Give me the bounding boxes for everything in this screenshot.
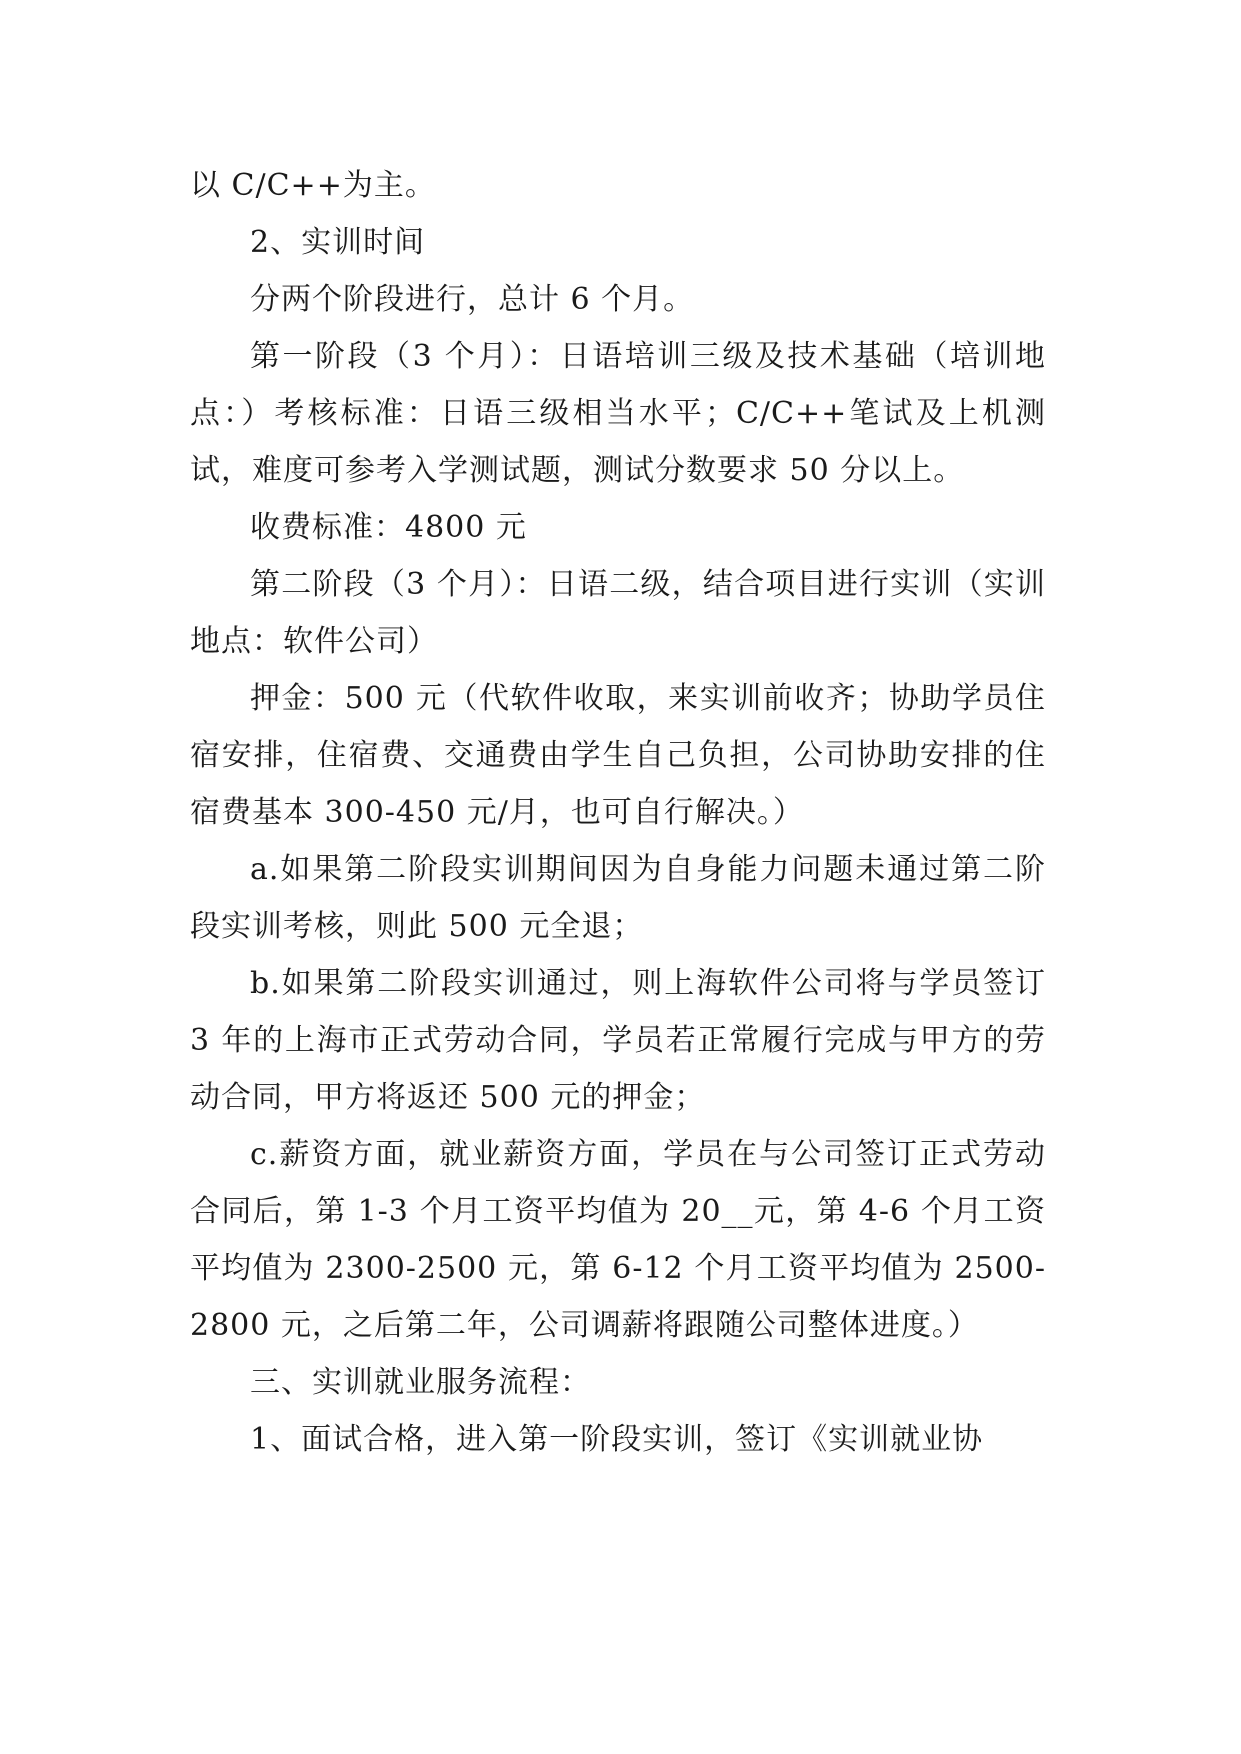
paragraph: 收费标准：4800 元 [250, 510, 527, 545]
document-body [190, 157, 1046, 1468]
paragraph: 以 C/C++为主。 [190, 168, 436, 203]
section-heading: 三、实训就业服务流程： [250, 1365, 591, 1400]
paragraph: 1、面试合格，进入第一阶段实训，签订《实训就业协 [250, 1422, 984, 1457]
list-item: c.薪资方面，就业薪资方面，学员在与公司签订正式劳动合同后，第 1-3 个月工资平均值为 20__元，第 4-6 个月工资平均值为 2300-2500 元，第 6-12 个月工资平均值为 2500-2800 元，之后第二年，公司调薪将跟随公司整体进度。） [190, 1137, 1046, 1343]
list-item: a.如果第二阶段实训期间因为自身能力问题未通过第二阶段实训考核，则此 500 元全退； [190, 852, 1046, 944]
paragraph: 第二阶段（3 个月）：日语二级，结合项目进行实训（实训地点：软件公司） [190, 567, 1046, 659]
section-heading: 2、实训时间 [250, 225, 426, 260]
paragraph: 押金：500 元（代软件收取，来实训前收齐；协助学员住宿安排，住宿费、交通费由学生自己负担，公司协助安排的住宿费基本 300-450 元/月，也可自行解决。） [190, 681, 1046, 830]
paragraph: 分两个阶段进行，总计 6 个月。 [250, 282, 695, 317]
paragraph: 第一阶段（3 个月）：日语培训三级及技术基础（培训地点：）考核标准：日语三级相当水平；C/C++笔试及上机测试，难度可参考入学测试题，测试分数要求 50 分以上。 [190, 339, 1046, 488]
list-item: b.如果第二阶段实训通过，则上海软件公司将与学员签订 3 年的上海市正式劳动合同，学员若正常履行完成与甲方的劳动合同，甲方将返还 500 元的押金； [190, 966, 1046, 1115]
